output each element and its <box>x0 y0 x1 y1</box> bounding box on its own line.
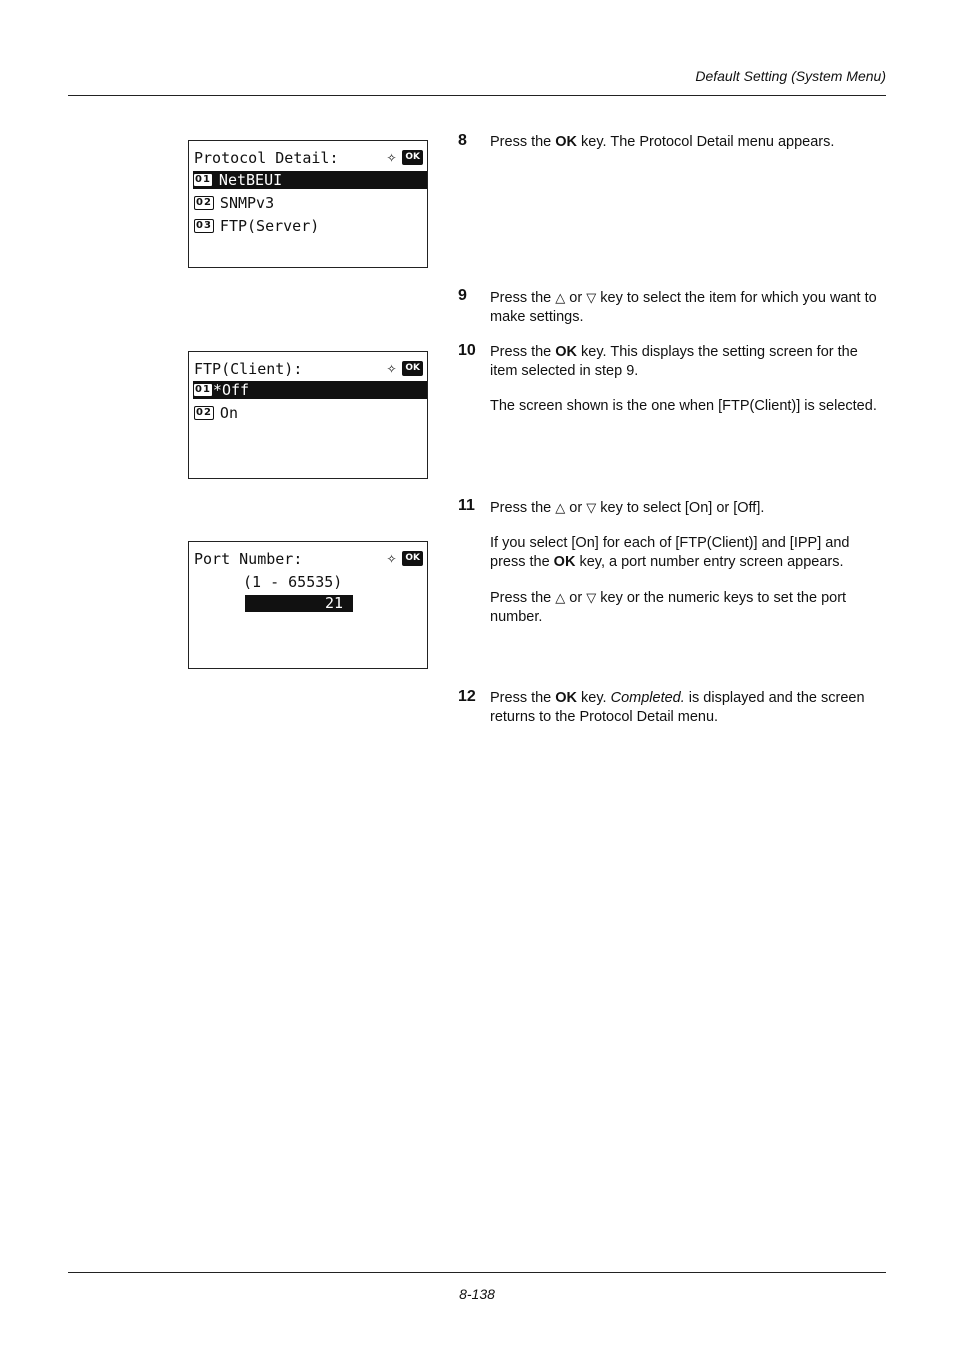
text: key, a port number entry screen appears. <box>575 554 844 570</box>
text: or <box>565 290 587 306</box>
header-rule <box>68 95 886 96</box>
down-key-icon: ▽ <box>586 290 597 305</box>
text: Press the <box>490 290 556 306</box>
text: key to select the item for which you want to make settings. <box>490 290 877 325</box>
item-label: SNMPv3 <box>219 194 275 212</box>
lcd-title: Port Number: <box>194 550 303 568</box>
port-number-field: 21 <box>245 595 353 612</box>
down-key-icon: ▽ <box>586 500 597 515</box>
menu-item-ftp-server <box>194 217 319 235</box>
lcd-title: Protocol Detail: <box>194 149 339 167</box>
ok-key-icon: OK <box>402 361 423 376</box>
ok-key-icon: OK <box>402 551 423 566</box>
lcd-port-number <box>188 541 428 669</box>
item-label: On <box>219 404 238 422</box>
item-number: 02 <box>196 197 212 208</box>
text: key to select [On] or [Off]. <box>596 500 765 516</box>
menu-item-netbeui <box>193 171 427 189</box>
lcd-ftp-client <box>188 351 428 479</box>
item-label: *Off <box>212 381 250 399</box>
navigation-arrows-icon: ✧ <box>386 358 397 377</box>
menu-item-off <box>193 381 427 399</box>
up-key-icon: △ <box>555 290 566 305</box>
ok-key-icon: OK <box>402 150 423 165</box>
text: If you select [On] for each of [FTP(Client)] and [IPP] and press the <box>490 535 850 570</box>
step-12 <box>458 689 888 743</box>
text: is displayed and the screen returns to the Protocol Detail menu. <box>490 690 865 725</box>
text: or <box>565 590 587 606</box>
navigation-arrows-icon: ✧ <box>386 548 397 567</box>
menu-item-on <box>194 404 238 422</box>
text: Press the <box>490 500 556 516</box>
ok-key-label: OK <box>555 690 578 706</box>
item-number: 03 <box>196 220 212 231</box>
down-key-icon: ▽ <box>586 590 597 605</box>
completed-message: Completed. <box>610 690 685 706</box>
item-label: FTP(Server) <box>219 217 320 235</box>
text: key or the numeric keys to set the port number. <box>490 590 847 625</box>
step-8 <box>458 133 888 168</box>
text: Press the <box>490 590 556 606</box>
ok-key-label: OK <box>553 554 576 570</box>
step-number: 10 <box>458 342 476 359</box>
step-11 <box>458 498 888 643</box>
text: or <box>565 500 587 516</box>
lcd-title: FTP(Client): <box>194 360 303 378</box>
item-number: 01 <box>195 384 211 395</box>
ok-key-label: OK <box>555 134 578 150</box>
text: Press the <box>490 690 556 706</box>
text: key. <box>577 690 611 706</box>
lcd-protocol-detail <box>188 140 428 268</box>
step-number: 8 <box>458 132 467 149</box>
text: key. This displays the setting screen for the item selected in step 9. <box>490 344 858 379</box>
item-number: 01 <box>195 174 211 185</box>
text: Press the <box>490 134 556 150</box>
footer-rule <box>68 1272 886 1273</box>
page-header-title: Default Setting (System Menu) <box>695 68 886 84</box>
step-number: 12 <box>458 688 476 705</box>
page-number: 8-138 <box>459 1286 495 1302</box>
step-number: 9 <box>458 287 467 304</box>
port-range: (1 - 65535) <box>243 573 343 591</box>
item-label: NetBEUI <box>218 171 283 189</box>
item-number: 02 <box>196 407 212 418</box>
ok-key-label: OK <box>555 344 578 360</box>
step-10 <box>458 343 888 432</box>
text: key. The Protocol Detail menu appears. <box>577 134 835 150</box>
step-9 <box>458 288 888 343</box>
step-number: 11 <box>458 497 475 514</box>
menu-item-snmpv3 <box>194 194 274 212</box>
note: The screen shown is the one when [FTP(Client)] is selected. <box>490 398 877 414</box>
text: Press the <box>490 344 556 360</box>
up-key-icon: △ <box>555 590 566 605</box>
up-key-icon: △ <box>555 500 566 515</box>
navigation-arrows-icon: ✧ <box>386 147 397 166</box>
